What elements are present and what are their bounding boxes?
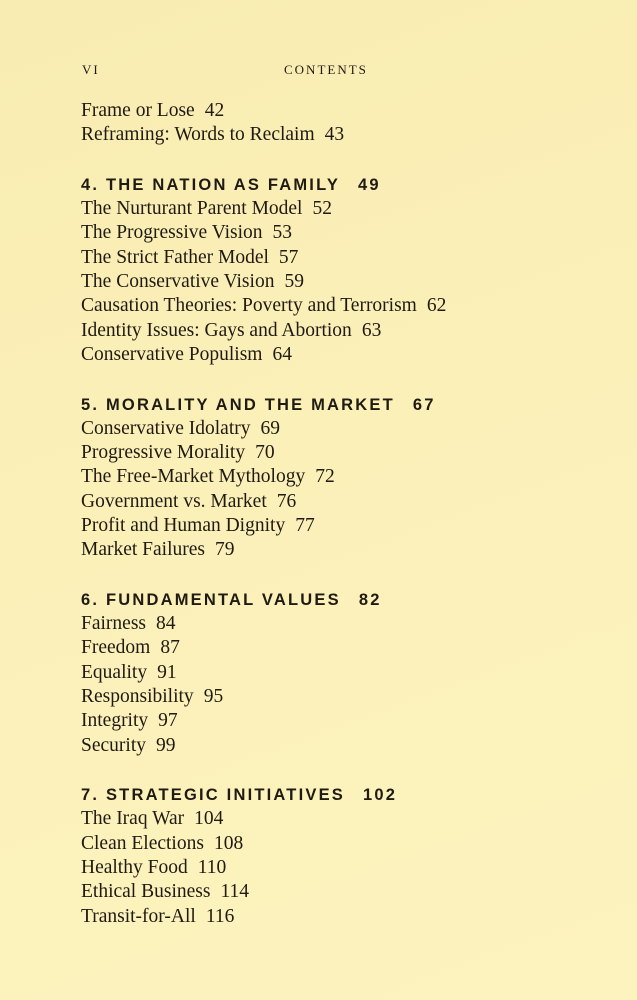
chapter-page: 67	[412, 395, 436, 414]
toc-entry	[81, 734, 581, 758]
toc-entry	[81, 905, 581, 929]
toc-entry-title: The Conservative Vision	[81, 270, 275, 292]
toc-entry-page: 110	[197, 856, 227, 878]
toc-entry-title: Market Failures	[81, 539, 206, 561]
toc-entry-page: 99	[155, 734, 176, 756]
toc-entry-page: 79	[215, 539, 235, 561]
toc-entry-title: Clean Elections	[81, 832, 204, 854]
chapter-title: STRATEGIC INITIATIVES	[105, 786, 345, 805]
toc-entry-title: The Nurturant Parent Model	[81, 197, 303, 219]
toc-entry-page: 108	[213, 832, 244, 854]
page-folio: VI	[82, 62, 100, 77]
toc-entry	[81, 99, 581, 123]
chapter-title: MORALITY AND THE MARKET	[105, 395, 395, 414]
toc-entry-page: 42	[204, 100, 225, 121]
toc-entry-title: Identity Issues: Gays and Abortion	[81, 319, 352, 341]
running-head-title: CONTENTS	[284, 62, 368, 77]
continued-entries	[81, 99, 581, 148]
toc-entry	[81, 661, 581, 685]
toc-entry-title: Ethical Business	[81, 881, 211, 903]
toc-entry-title: Healthy Food	[81, 856, 188, 878]
toc-entry-page: 76	[276, 490, 297, 512]
toc-entry	[81, 856, 581, 880]
toc-entry-page: 72	[315, 466, 335, 488]
toc-entry-title: Freedom	[81, 637, 151, 659]
toc-entry	[81, 417, 581, 441]
toc-entry-page: 116	[205, 905, 235, 927]
toc-entry-page: 97	[158, 710, 178, 732]
toc-entry-title: The Progressive Vision	[81, 222, 263, 244]
chapter-heading	[81, 173, 581, 197]
toc-entry-page: 59	[284, 270, 304, 292]
toc-entry	[81, 246, 581, 270]
toc-entry	[81, 197, 581, 221]
toc-entry-title: Government vs. Market	[81, 490, 267, 512]
toc-entry	[81, 441, 581, 465]
toc-entry-page: 52	[312, 197, 332, 219]
toc-entry-page: 77	[295, 515, 315, 537]
toc-entry	[81, 709, 581, 733]
toc-entry	[81, 221, 581, 245]
toc-entry-title: The Iraq War	[81, 808, 185, 830]
chapter-page: 82	[358, 590, 382, 609]
toc-entry	[81, 636, 581, 660]
toc-entry	[81, 832, 581, 856]
toc-entry-page: 114	[220, 881, 249, 903]
toc-entry	[81, 612, 581, 636]
toc-entry-page: 87	[160, 637, 180, 659]
toc-entry-page: 70	[255, 441, 275, 463]
toc-entry	[81, 880, 581, 904]
toc-entry-page: 64	[272, 344, 292, 366]
chapter-title: THE NATION AS FAMILY	[105, 175, 341, 194]
toc-entry-page: 91	[157, 661, 177, 683]
toc-entry-page: 53	[272, 222, 293, 244]
toc-entry	[81, 807, 581, 831]
toc-entry	[81, 514, 581, 538]
toc-entry-title: Causation Theories: Poverty and Terrorism	[81, 295, 417, 317]
toc-entry-page: 43	[324, 124, 345, 146]
toc-entry	[81, 319, 581, 343]
toc-entry-title: Conservative Populism	[81, 344, 263, 366]
toc-entry-title: Equality	[81, 661, 148, 683]
chapter-number: 6.	[81, 590, 100, 609]
toc-entry-title: The Free-Market Mythology	[81, 466, 306, 488]
chapter-number: 7.	[81, 786, 100, 805]
toc-entry-title: Profit and Human Dignity	[81, 515, 286, 537]
toc-entry-title: Responsibility	[81, 686, 194, 708]
toc-entry-page: 69	[260, 417, 280, 439]
toc-entry	[81, 490, 581, 514]
toc-entry-title: The Strict Father Model	[81, 246, 269, 268]
toc-entry	[81, 270, 581, 294]
chapter-number: 5.	[81, 395, 100, 414]
toc-entry	[81, 343, 581, 367]
toc-entry-title: Reframing: Words to Reclaim	[81, 124, 315, 146]
toc-entry	[81, 123, 581, 147]
toc-entry-title: Transit-for-All	[81, 905, 196, 927]
toc-entry-title: Frame or Lose	[81, 100, 195, 121]
chapter-page: 102	[362, 786, 398, 805]
table-of-contents	[81, 99, 581, 929]
chapter-heading	[81, 783, 581, 807]
toc-entry-page: 62	[426, 295, 447, 317]
toc-entry-title: Progressive Morality	[81, 441, 246, 463]
chapter-title: FUNDAMENTAL VALUES	[105, 590, 341, 609]
toc-entry	[81, 465, 581, 489]
toc-entry	[81, 685, 581, 709]
toc-entry	[81, 294, 581, 318]
toc-entry-title: Security	[81, 734, 146, 756]
toc-entry-page: 63	[361, 319, 382, 341]
toc-entry-page: 57	[278, 246, 299, 268]
running-head	[82, 62, 382, 82]
chapter-number: 4.	[81, 175, 100, 194]
toc-entry-title: Fairness	[81, 612, 146, 634]
toc-entry-page: 95	[203, 686, 224, 708]
toc-entry-title: Integrity	[81, 710, 149, 732]
toc-entry-page: 104	[194, 808, 224, 830]
toc-entry-page: 84	[156, 612, 176, 634]
chapter-heading	[81, 588, 581, 612]
chapter-page: 49	[358, 175, 381, 194]
toc-entry	[81, 538, 581, 562]
toc-entry-title: Conservative Idolatry	[81, 417, 251, 439]
chapter-heading	[81, 393, 581, 417]
